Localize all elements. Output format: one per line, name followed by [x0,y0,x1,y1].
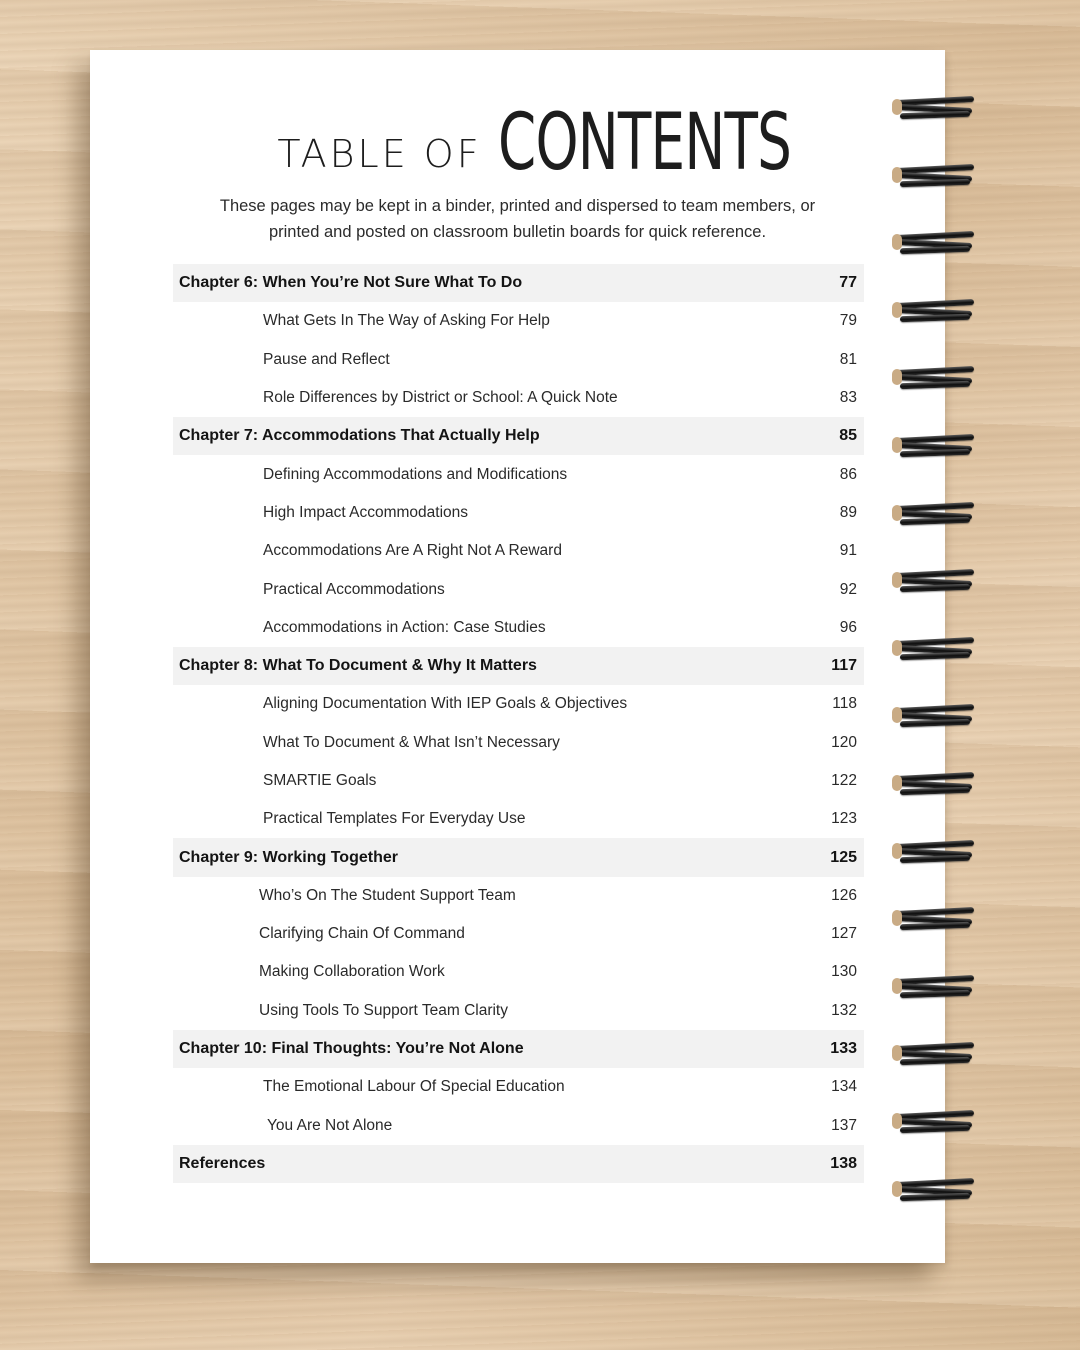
toc-chapter-row [173,417,864,455]
toc-entry-label: Role Differences by District or School: A Quick Note [263,389,618,407]
spiral-binding-icon [896,568,976,592]
spiral-binding-icon [896,636,976,660]
toc-entry-label: Clarifying Chain Of Command [259,925,465,943]
toc-entry-label: Practical Templates For Everyday Use [263,810,526,828]
toc-entry-label: Chapter 7: Accommodations That Actually Help [179,427,540,445]
title-small: TABLE OF [277,132,482,176]
spiral-binding-icon [896,501,976,525]
toc-section-row [173,455,864,493]
toc-section-row [173,570,864,608]
spiral-binding-icon [896,703,976,727]
toc-page-number: 83 [839,389,857,407]
intro-text: These pages may be kept in a binder, printed and dispersed to team members, or printed and posted on classroom bulletin boards for quick reference. [219,197,816,241]
toc-chapter-row [173,1145,864,1183]
toc-page-number: 118 [832,695,857,713]
toc-section-row [173,379,864,417]
notebook-page [90,50,945,1263]
toc-chapter-row [173,838,864,876]
toc-page-number: 123 [831,810,857,828]
toc-page-number: 92 [839,580,857,598]
toc-entry-label: Chapter 6: When You’re Not Sure What To Do [179,274,523,292]
toc-page-number: 86 [839,465,857,483]
toc-section-row [173,1068,864,1106]
toc-entry-label: Making Collaboration Work [259,963,445,981]
spiral-binding-icon [896,1041,976,1065]
toc-page-number: 133 [830,1040,857,1058]
spiral-binding-icon [896,163,976,187]
toc-entry-label: Defining Accommodations and Modifications [263,465,568,483]
spiral-binding-icon [896,433,976,457]
toc-section-row [173,609,864,647]
toc-page-number: 117 [831,657,857,675]
toc-page-number: 127 [831,925,857,943]
toc-section-row [173,341,864,379]
toc-entry-label: High Impact Accommodations [263,503,469,521]
toc-entry-label: References [179,1154,266,1172]
toc-entry-label: Accommodations in Action: Case Studies [263,618,546,636]
toc-page-number: 125 [830,848,857,866]
toc-section-row [173,302,864,340]
toc-entry-label: Pause and Reflect [263,350,390,368]
spiral-binding-icon [896,839,976,863]
toc-entry-label: Who’s On The Student Support Team [259,886,516,904]
toc-chapter-row [173,1030,864,1068]
toc-entry-label: SMARTIE Goals [263,772,377,789]
toc-page-number: 96 [839,618,857,636]
toc-page-number: 81 [839,350,857,368]
toc-page-number: 91 [839,542,857,560]
toc-section-row [173,724,864,762]
toc-section-row [173,762,864,800]
toc-entry-label: The Emotional Labour Of Special Education [263,1078,565,1096]
toc-section-row [173,494,864,532]
spiral-binding-icon [896,974,976,998]
title-big: CONTENTS [497,98,791,188]
spiral-binding-icon [896,230,976,254]
toc-entry-label: Practical Accommodations [263,580,445,598]
toc-entry-label: Using Tools To Support Team Clarity [259,1001,508,1019]
toc-page-number: 134 [831,1078,857,1096]
toc-page-number: 137 [831,1116,857,1134]
spiral-binding-icon [896,95,976,119]
spiral-binding-icon [896,906,976,930]
toc-section-row [173,877,864,915]
toc-section-row [173,915,864,953]
toc-page-number: 138 [830,1154,857,1172]
spiral-binding-icon [896,1177,976,1201]
toc-section-row [173,953,864,991]
toc-section-row [173,1107,864,1145]
spiral-binding-icon [896,298,976,322]
toc-chapter-row [173,647,864,685]
toc-page-number: 79 [839,312,857,330]
toc-page-number: 89 [839,503,857,521]
toc-section-row [173,992,864,1030]
toc-page-number: 132 [831,1001,857,1019]
toc-page-number: 120 [831,733,857,751]
toc-entry-label: What To Document & What Isn’t Necessary [263,733,560,751]
toc-entry-label: Aligning Documentation With IEP Goals & Objectives [263,695,628,713]
toc-entry-label: You Are Not Alone [267,1116,393,1134]
spiral-binding-icon [896,365,976,389]
table-of-contents [173,264,864,1183]
toc-page-number: 130 [831,963,857,981]
spiral-binding-icon [896,1109,976,1133]
toc-section-row [173,685,864,723]
toc-page-number: 122 [831,772,857,789]
spiral-binding-icon [896,771,976,795]
toc-entry-label: Chapter 8: What To Document & Why It Matters [179,657,537,675]
toc-section-row [173,532,864,570]
toc-page-number: 126 [831,886,857,904]
toc-chapter-row [173,264,864,302]
toc-entry-label: Accommodations Are A Right Not A Reward [263,542,562,560]
toc-entry-label: Chapter 9: Working Together [179,848,398,866]
toc-page-number: 77 [839,274,857,292]
toc-page-number: 85 [839,427,857,445]
spiral-binding [896,95,978,1215]
toc-entry-label: What Gets In The Way of Asking For Help [263,312,550,330]
toc-entry-label: Chapter 10: Final Thoughts: You’re Not Alone [179,1040,524,1058]
page-title [90,98,945,188]
toc-section-row [173,800,864,838]
